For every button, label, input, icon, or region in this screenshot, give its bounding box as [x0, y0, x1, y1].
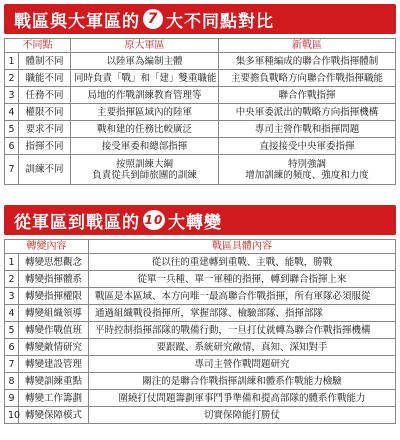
- item-cell: 轉變指揮權限: [19, 288, 89, 305]
- comparison-title: [4, 4, 396, 34]
- transformation-row: [5, 356, 396, 373]
- cell-line: 以陸軍為編制主體: [106, 55, 183, 67]
- cell-line: 按照訓練大綱: [115, 158, 173, 170]
- cell-line: 負責從兵到師旅團的訓練: [92, 169, 197, 181]
- item-cell: 轉變指揮體系: [19, 271, 89, 288]
- row-number: 3: [5, 288, 19, 305]
- header-old: 原大軍區: [71, 39, 219, 53]
- detail-cell: 從以往的重建轉到重戰、主戰、能戰，勝戰: [89, 254, 396, 271]
- comparison-title-prefix: 戰區與大軍區的: [14, 11, 140, 32]
- header-detail: 戰區具體內容: [89, 240, 396, 254]
- item-cell: 轉變組織領導: [19, 305, 89, 322]
- point-cell: 指揮不同: [19, 138, 71, 155]
- point-cell: 體制不同: [19, 53, 71, 70]
- new-cell: [219, 53, 396, 70]
- detail-cell: 戰區是本區域、本方向唯一最高聯合作戰指揮，所有軍隊必須服從: [89, 288, 396, 305]
- transformation-table: [4, 239, 396, 424]
- transformation-header-row: [5, 240, 396, 254]
- row-number: 6: [5, 138, 19, 155]
- comparison-row: [5, 70, 396, 87]
- transformation-panel: [4, 205, 396, 424]
- cell-line: 聯合作戰指揮: [278, 89, 336, 101]
- cell-line: 同時負責「戰」和「建」雙重職能: [74, 72, 217, 84]
- cell-line: 局地的作戰訓練教育管理等: [87, 89, 202, 101]
- transformation-row: [5, 407, 396, 424]
- transformation-row: [5, 271, 396, 288]
- transformation-row: [5, 288, 396, 305]
- transformation-row: [5, 322, 396, 339]
- comparison-header-row: [5, 39, 396, 53]
- point-cell: 任務不同: [19, 87, 71, 104]
- row-number: 6: [5, 339, 19, 356]
- old-cell: [71, 70, 219, 87]
- comparison-row: [5, 87, 396, 104]
- row-number: 4: [5, 305, 19, 322]
- detail-cell: 要跟蹤、系統研究敵情，真知、深知對手: [89, 339, 396, 356]
- row-number: 7: [5, 356, 19, 373]
- comparison-row: [5, 138, 396, 155]
- cell-line: 集多軍種編成的聯合作戰指揮體制: [235, 55, 379, 67]
- header-item: 轉變內容: [5, 240, 89, 254]
- number-badge: 10: [143, 210, 165, 230]
- item-cell: 轉變建設管理: [19, 356, 89, 373]
- transformation-row: [5, 390, 396, 407]
- comparison-row: [5, 53, 396, 70]
- new-cell: [219, 121, 396, 138]
- comparison-row: [5, 121, 396, 138]
- new-cell: [219, 70, 396, 87]
- new-cell: [219, 155, 396, 185]
- row-number: 10: [5, 407, 19, 424]
- point-cell: 職能不同: [19, 70, 71, 87]
- new-cell: [219, 104, 396, 121]
- transformation-row: [5, 373, 396, 390]
- transformation-title-prefix: 從軍區到戰區的: [14, 212, 140, 233]
- transformation-row: [5, 254, 396, 271]
- number-badge: 7: [143, 9, 163, 29]
- item-cell: 轉變工作籌劃: [19, 390, 89, 407]
- row-number: 1: [5, 254, 19, 271]
- new-cell: [219, 87, 396, 104]
- old-cell: [71, 155, 219, 185]
- new-cell: [219, 138, 396, 155]
- comparison-row: [5, 104, 396, 121]
- comparison-table: [4, 38, 396, 185]
- header-new: 新戰區: [219, 39, 396, 53]
- row-number: 5: [5, 121, 19, 138]
- detail-cell: 關注的是聯合作戰指揮訓練和體系作戰能力檢驗: [89, 373, 396, 390]
- old-cell: [71, 104, 219, 121]
- cell-line: 專司主營作戰和指揮問題: [254, 123, 360, 135]
- item-cell: 轉變敵情研究: [19, 339, 89, 356]
- detail-cell: 專司主營作戰問題研究: [89, 356, 396, 373]
- detail-cell: 平時控制指揮部隊的戰備行動，一旦打仗就轉為聯合作戰指揮機構: [89, 322, 396, 339]
- cell-line: 直接接受中央軍委指揮: [259, 140, 355, 152]
- item-cell: 轉變訓練重點: [19, 373, 89, 390]
- row-number: 5: [5, 322, 19, 339]
- row-number: 9: [5, 390, 19, 407]
- point-cell: 訓練不同: [19, 155, 71, 185]
- old-cell: [71, 87, 219, 104]
- item-cell: 轉變作戰值班: [19, 322, 89, 339]
- comparison-row: [5, 155, 396, 185]
- detail-cell: 切實保障能打勝仗: [89, 407, 396, 424]
- cell-line: 接受軍委和總部指揮: [101, 140, 188, 152]
- cell-line: 戰和建的任務比較廣泛: [96, 123, 192, 135]
- row-number: 4: [5, 104, 19, 121]
- point-cell: 權限不同: [19, 104, 71, 121]
- old-cell: [71, 121, 219, 138]
- row-number: 2: [5, 271, 19, 288]
- transformation-title: [4, 205, 396, 235]
- row-number: 1: [5, 53, 19, 70]
- cell-line: 中央軍委派出的戰略方向指揮機構: [235, 106, 379, 118]
- comparison-panel: [4, 4, 396, 185]
- cell-line: 主要指揮區域內的陸軍: [96, 106, 192, 118]
- cell-line: 特別強調: [287, 158, 326, 170]
- row-number: 7: [5, 155, 19, 185]
- item-cell: 轉變思想觀念: [19, 254, 89, 271]
- point-cell: 要求不同: [19, 121, 71, 138]
- transformation-row: [5, 305, 396, 322]
- transformation-title-suffix: 大轉變: [168, 212, 222, 233]
- row-number: 2: [5, 70, 19, 87]
- detail-cell: 圍繞打仗問題籌劃軍事鬥爭準備和提高部隊的體系作戰能力: [89, 390, 396, 407]
- row-number: 8: [5, 373, 19, 390]
- old-cell: [71, 138, 219, 155]
- transformation-row: [5, 339, 396, 356]
- detail-cell: 通過組織戰役指揮所，掌握部隊、檢驗部隊、指揮部隊: [89, 305, 396, 322]
- item-cell: 轉變保障模式: [19, 407, 89, 424]
- row-number: 3: [5, 87, 19, 104]
- comparison-title-suffix: 大不同點對比: [166, 11, 274, 32]
- old-cell: [71, 53, 219, 70]
- detail-cell: 從單一兵種、單一軍種的指揮，轉到聯合指揮上來: [89, 271, 396, 288]
- cell-line: 增加訓練的頻度、強度和力度: [245, 169, 369, 181]
- header-point: 不同點: [5, 39, 71, 53]
- cell-line: 主要擔負戰略方向聯合作戰指揮職能: [230, 72, 383, 84]
